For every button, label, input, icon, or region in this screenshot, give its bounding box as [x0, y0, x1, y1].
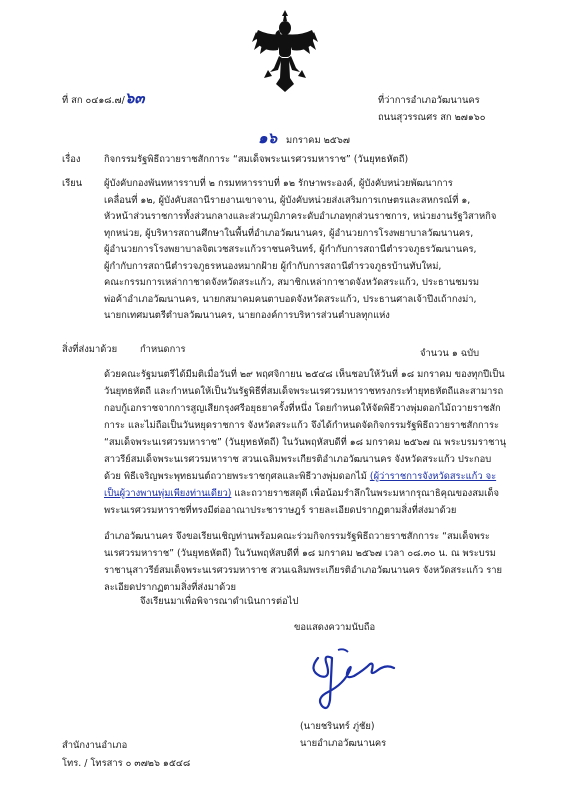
- sender-address: ถนนสุวรรณศร สก ๒๗๑๖๐: [378, 112, 486, 123]
- subject-text: กิจกรรมรัฐพิธีถวายราชสักการะ “สมเด็จพระนเรศวรมหาราช” (วันยุทธหัตถี): [104, 154, 409, 165]
- subject-label: เรื่อง: [62, 154, 81, 165]
- date-month-year: มกราคม ๒๕๖๗: [286, 135, 350, 146]
- addressee-line: ผู้กำกับการสถานีตำรวจภูธรหนองหมากฝ้าย ผู้กำกับการสถานีตำรวจภูธรบ้านทับใหม่,: [104, 260, 442, 272]
- addressee-line: พ่อค้าอำเภอวัฒนานคร, นายกสมาคมคนตาบอดจังหวัดสระแก้ว, ประธานศาลเจ้าปึงเถ้ากงม่า,: [104, 293, 477, 305]
- closing-text: ขอแสดงความนับถือ: [294, 622, 376, 633]
- date-day-handwritten: ๑๖: [258, 129, 278, 147]
- paragraph-1-note: (ผู้ว่าราชการจังหวัดสระแก้ว จะเป็นผู้วางพานพุ่มเพียงท่านเดียว): [104, 471, 497, 499]
- handwritten-signature: [298, 640, 408, 718]
- addressee-line: ผู้อำนวยการโรงพยาบาลจิตเวชสระแก้วราชนครินทร์, ผู้กำกับการสถานีตำรวจภูธรวัฒนานคร,: [104, 244, 477, 255]
- document-date: [258, 130, 350, 149]
- paragraph-2-text: อำเภอวัฒนานคร จึงขอเรียนเชิญท่านพร้อมคณะร่วมกิจกรรมรัฐพิธีถวายราชสักการะ “สมเด็จพระนเรศวรมหาราช” (วันยุทธหัตถี) ในวันพฤหัสบดีที่ ๑๘ มกราคม ๒๕๖๗ เวลา ๐๘.๓๐ น. ณ พระบรมราชานุสาวรีย์สมเด็จพระนเรศวรมหาราช สวนเฉลิมพระเกียรติอำเภอวัฒนานคร จังหวัดสระแก้ว รายละเอียดปรากฏตามสิ่งที่ส่งมาด้วย: [104, 531, 503, 593]
- reference-number-handwritten: ๖๓: [124, 89, 145, 107]
- addressee-line: นายกเทศมนตรีตำบลวัฒนานคร, นายกองค์การบริหารส่วนตำบลทุกแห่ง: [104, 310, 390, 321]
- footer-office: สำนักงานอำเภอ: [62, 740, 128, 751]
- enclosure-item: กำหนดการ: [140, 344, 186, 355]
- enclosure-quantity: จำนวน ๑ ฉบับ: [420, 348, 480, 359]
- body-paragraph-1: [104, 366, 508, 519]
- paragraph-1-text-a: ด้วยคณะรัฐมนตรีได้มีมติเมื่อวันที่ ๒๙ พฤศจิกายน ๒๕๔๘ เห็นชอบให้วันที่ ๑๘ มกราคม ของทุกปีเป็นวันยุทธหัตถี และกำหนดให้เป็นวันรัฐพิธีที่สมเด็จพระนเรศวรมหาราชทรงกระทำยุทธหัตถีและสามารถกอบกู้เอกราชจากการสูญเสียกรุงศรีอยุธยาครั้งที่หนึ่ง โดยกำหนดให้จัดพิธีวางพุ่มดอกไม้ถวายราชสักการะ และไม่ถือเป็นวันหยุดราชการ จังหวัดสระแก้ว จึงได้กำหนดจัดกิจกรรมรัฐพิธีถวายราชสักการะ “สมเด็จพระนเรศวรมหาราช” (วันยุทธหัตถี) ในวันพฤหัสบดีที่ ๑๘ มกราคม ๒๕๖๗ ณ พระบรมราชานุสาวรีย์สมเด็จพระนเรศวรมหาราช สวนเฉลิมพระเกียรติอำเภอวัฒนานคร จังหวัดสระแก้ว ประกอบด้วย พิธีเจริญพระพุทธมนต์ถวายพระราชกุศลและพิธีวางพุ่มดอกไม้: [104, 369, 507, 482]
- addressee-line: หัวหน้าส่วนราชการทั้งส่วนกลางและส่วนภูมิภาคระดับอำเภอทุกส่วนราชการ, หน่วยงานรัฐวิสาหกิจ: [104, 211, 497, 222]
- to-label: เรียน: [62, 178, 83, 189]
- signer-title: นายอำเภอวัฒนานคร: [300, 738, 387, 749]
- document-reference: [62, 90, 145, 109]
- body-paragraph-2: [104, 528, 508, 596]
- signer-name: (นายชรินทร์ ภู่ชัย): [300, 721, 375, 732]
- footer-phone: โทร. / โทรสาร ๐ ๓๗๒๖ ๑๕๔๘: [62, 758, 191, 769]
- paragraph-1-text-b: และถวายราชสดุดี เพื่อน้อมรำลึกในพระมหากรุณาธิคุณของสมเด็จพระนเรศวรมหาราชที่ทรงมีต่ออาณาประชาราษฎร์ รายละเอียดปรากฏตามสิ่งที่ส่งมาด้วย: [104, 488, 499, 516]
- reference-prefix: ที่ สก ๐๔๑๘.๗/: [62, 95, 125, 106]
- addressee-list: [104, 176, 508, 325]
- addressee-line: เคลื่อนที่ ๑๒, ผู้บังคับสถานีรายงานเขาจาน, ผู้บังคับหน่วยส่งเสริมการเกษตรและสหกรณ์ที่ ๑,: [104, 194, 471, 206]
- garuda-emblem: [250, 8, 320, 96]
- addressee-line: ทุกหน่วย, ผู้บริหารสถานศึกษาในพื้นที่อำเภอวัฒนานคร, ผู้อำนวยการโรงพยาบาลวัฒนานคร,: [104, 227, 474, 239]
- body-paragraph-3: จึงเรียนมาเพื่อพิจารณาดำเนินการต่อไป: [140, 596, 299, 607]
- addressee-line: ผู้บังคับกองพันทหารราบที่ ๒ กรมทหารราบที่ ๑๒ รักษาพระองค์, ผู้บังคับหน่วยพัฒนาการ: [104, 178, 453, 189]
- enclosure-label: สิ่งที่ส่งมาด้วย: [62, 344, 118, 355]
- sender-office: ที่ว่าการอำเภอวัฒนานคร: [378, 95, 480, 106]
- addressee-line: คณะกรรมการเหล่ากาชาดจังหวัดสระแก้ว, สมาชิกเหล่ากาชาดจังหวัดสระแก้ว, ประธานชมรม: [104, 277, 480, 288]
